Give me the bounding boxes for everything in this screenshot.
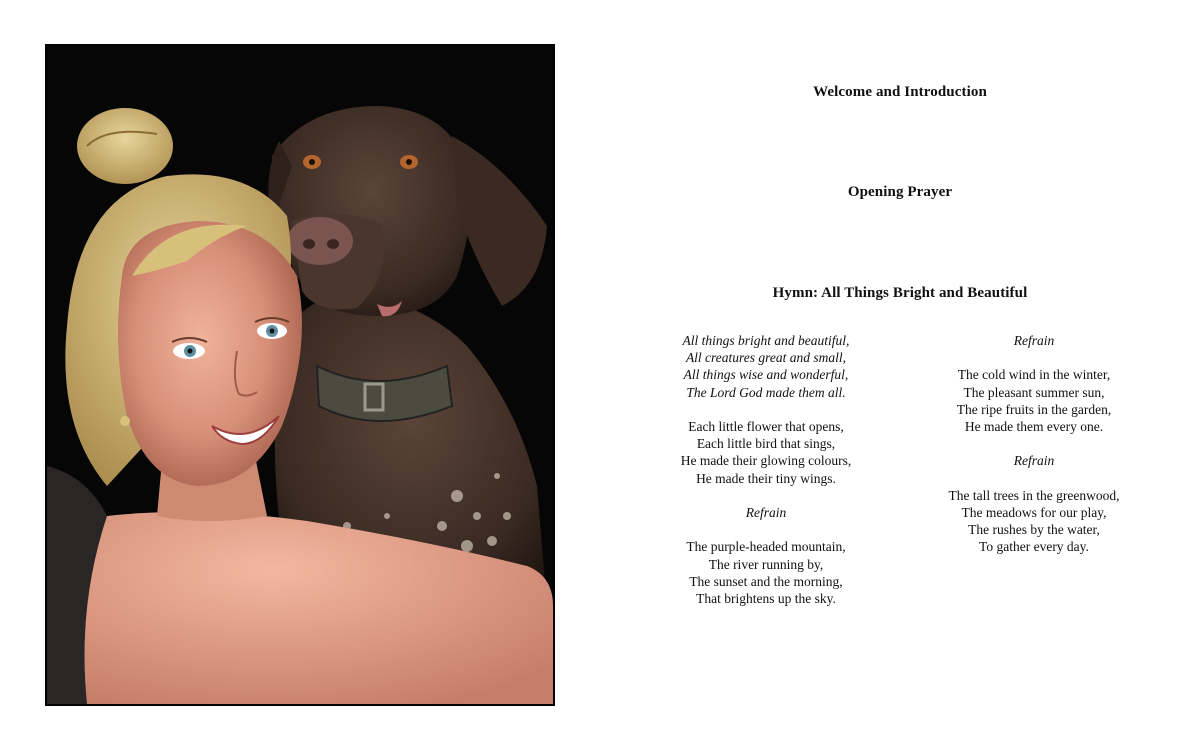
lyric-line: The meadows for our play,: [961, 504, 1107, 520]
hymn-verse: [904, 366, 1164, 435]
lyric-line: The cold wind in the winter,: [957, 367, 1111, 383]
hymn-lyrics-left-column: [636, 332, 896, 624]
lyric-line: He made their glowing colours,: [680, 453, 852, 469]
lyric-line: The sunset and the morning,: [689, 573, 843, 589]
hymn-chorus: [636, 332, 896, 401]
lyric-line: The river running by,: [708, 556, 824, 572]
photo-illustration: [47, 46, 553, 704]
lyric-line: Each little bird that sings,: [696, 436, 836, 452]
lyric-line: The pleasant summer sun,: [963, 384, 1105, 400]
lyric-line: The rushes by the water,: [968, 522, 1100, 538]
lyric-line: The Lord God made them all.: [686, 384, 846, 400]
lyric-line: All creatures great and small,: [685, 350, 847, 366]
opening-prayer-heading: Opening Prayer: [847, 184, 953, 200]
lyric-line: The ripe fruits in the garden,: [956, 401, 1112, 417]
hymn-lyrics-right-column: [904, 332, 1164, 573]
lyric-line: To gather every day.: [979, 539, 1089, 555]
lyric-line: The tall trees in the greenwood,: [948, 487, 1120, 503]
lyric-line: That brightens up the sky.: [696, 591, 836, 606]
refrain-label: Refrain: [745, 505, 787, 520]
hymn-verse: [904, 487, 1164, 556]
lyric-line: All things bright and beautiful,: [682, 333, 850, 348]
lyric-line: He made them every one.: [964, 419, 1104, 434]
hymn-verse: [636, 418, 896, 487]
lyric-line: Each little flower that opens,: [688, 419, 844, 434]
refrain-label: Refrain: [1013, 453, 1055, 469]
refrain-label: Refrain: [1013, 333, 1055, 348]
lyric-line: The purple-headed mountain,: [686, 539, 846, 555]
welcome-heading: Welcome and Introduction: [813, 84, 987, 100]
hymn-verse: [636, 538, 896, 607]
memorial-photo: [45, 44, 555, 706]
lyric-line: He made their tiny wings.: [696, 470, 836, 486]
lyric-line: All things wise and wonderful,: [683, 367, 849, 383]
service-program: [600, 0, 1200, 750]
hymn-heading: Hymn: All Things Bright and Beautiful: [772, 285, 1028, 301]
